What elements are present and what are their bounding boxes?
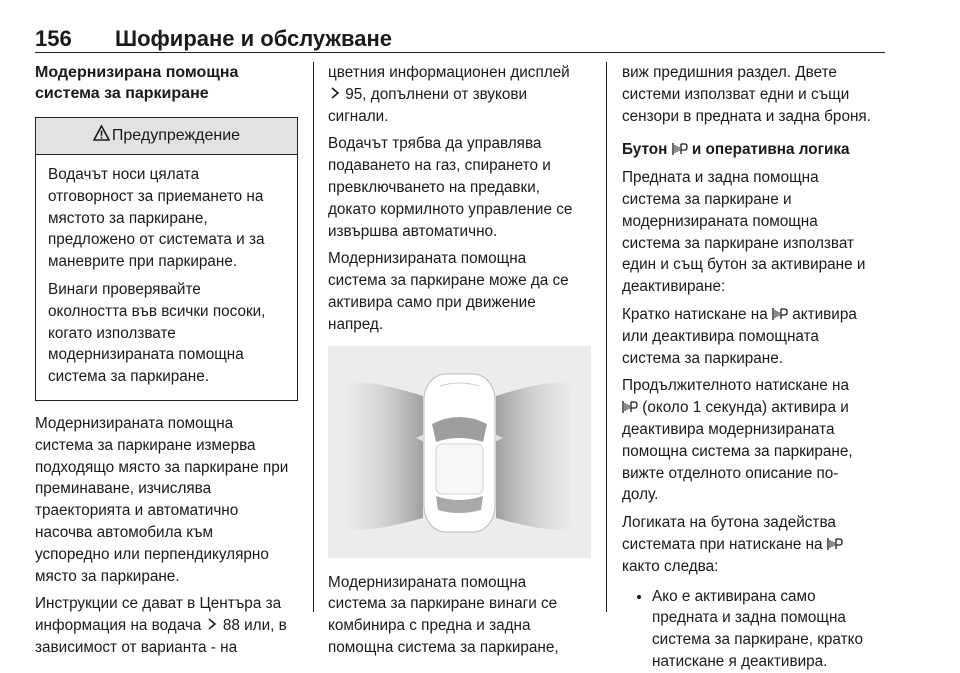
chapter-title: Шофиране и обслужване	[115, 26, 393, 51]
warning-body	[36, 155, 297, 400]
park-assist-button-icon	[827, 536, 843, 550]
body-paragraph	[622, 375, 885, 506]
paragraph-text: Инструкции се дават в Центъра за информация на водача	[35, 595, 282, 635]
body-paragraph	[622, 304, 885, 369]
subhead-text: Бутон	[622, 141, 672, 159]
body-paragraph: Модернизираната помощна система за паркиране може да се активира само при движение напред.	[328, 250, 569, 333]
bullet-list	[622, 586, 885, 673]
column-divider	[606, 62, 607, 612]
paragraph-text: 95, допълнени от звукови сигнали.	[328, 85, 528, 125]
park-assist-button-icon	[772, 306, 788, 320]
page-number: 156	[35, 26, 72, 51]
arrow-ref-icon	[206, 615, 219, 637]
paragraph-text: както следва:	[622, 557, 719, 575]
column-divider	[313, 62, 314, 612]
paragraph-text: Продължителното натискане на	[622, 377, 850, 395]
park-assist-button-icon	[622, 399, 638, 413]
column-3	[622, 62, 885, 673]
warning-box	[35, 117, 298, 401]
arrow-ref-icon	[328, 84, 341, 106]
paragraph-text: цветния информационен дисплей	[328, 64, 570, 81]
warning-title: Предупреждение	[111, 127, 241, 145]
body-paragraph: Модернизираната помощна система за паркиране измерва подходящо място за паркиране при преминаване, изчислява траекторията и автоматично насочва автомобила към успоредно или перпендикулярно място за паркиране.	[35, 414, 289, 585]
warning-paragraph: Винаги проверявайте околността във всички посоки, когато използвате модернизираната помощна система за паркиране.	[48, 280, 266, 386]
warning-paragraph: Водачът носи цялата отговорност за приемането на мястото за паркиране, предложено от системата и за маневрите при паркиране.	[48, 166, 265, 271]
body-paragraph: Предната и задна помощна система за паркиране и модернизираната помощна система за паркиране използват един и същ бутон за активиране и деактивиране:	[622, 169, 866, 296]
body-paragraph	[328, 62, 591, 127]
list-item: • Ако е активирана само предната и задна помощна система за паркиране, кратко натискане я деактивира.	[652, 586, 885, 673]
body-paragraph	[622, 512, 885, 577]
car-sensor-zones-icon	[328, 346, 591, 558]
warning-triangle-icon	[93, 125, 110, 148]
body-paragraph	[35, 593, 298, 658]
car-sensor-zones-figure	[328, 346, 591, 558]
paragraph-text: активира или деактивира помощната система за паркиране.	[622, 305, 857, 367]
subsection-title	[622, 139, 885, 161]
paragraph-text: Кратко натискане на	[622, 305, 772, 323]
page-header	[35, 26, 885, 53]
body-paragraph: Модернизираната помощна система за паркиране винаги се комбинира с предна и задна помощна система за паркиране,	[328, 573, 559, 656]
column-2	[328, 62, 591, 665]
body-paragraph: Водачът трябва да управлява подаването на газ, спирането и превключването на предавки, докато кормилното управление се извършва автоматично.	[328, 135, 573, 240]
paragraph-text: (около 1 секунда) активира и деактивира модернизираната помощна система за паркиране, вижте отделното описание по- долу.	[622, 399, 853, 504]
paragraph-text: Логиката на бутона задейства системата при натискане на	[622, 514, 836, 553]
paragraph-text: 88 или, в зависимост от варианта - на	[35, 617, 287, 656]
subhead-text: и оперативна логика	[687, 141, 850, 159]
warning-header	[36, 118, 297, 155]
park-assist-button-icon	[672, 141, 688, 155]
section-title: Модернизирана помощна система за паркиране	[35, 64, 239, 102]
body-paragraph: виж предишния раздел. Двете системи използват едни и същи сензори в предната и задна броня.	[622, 64, 871, 125]
column-1	[35, 62, 298, 665]
